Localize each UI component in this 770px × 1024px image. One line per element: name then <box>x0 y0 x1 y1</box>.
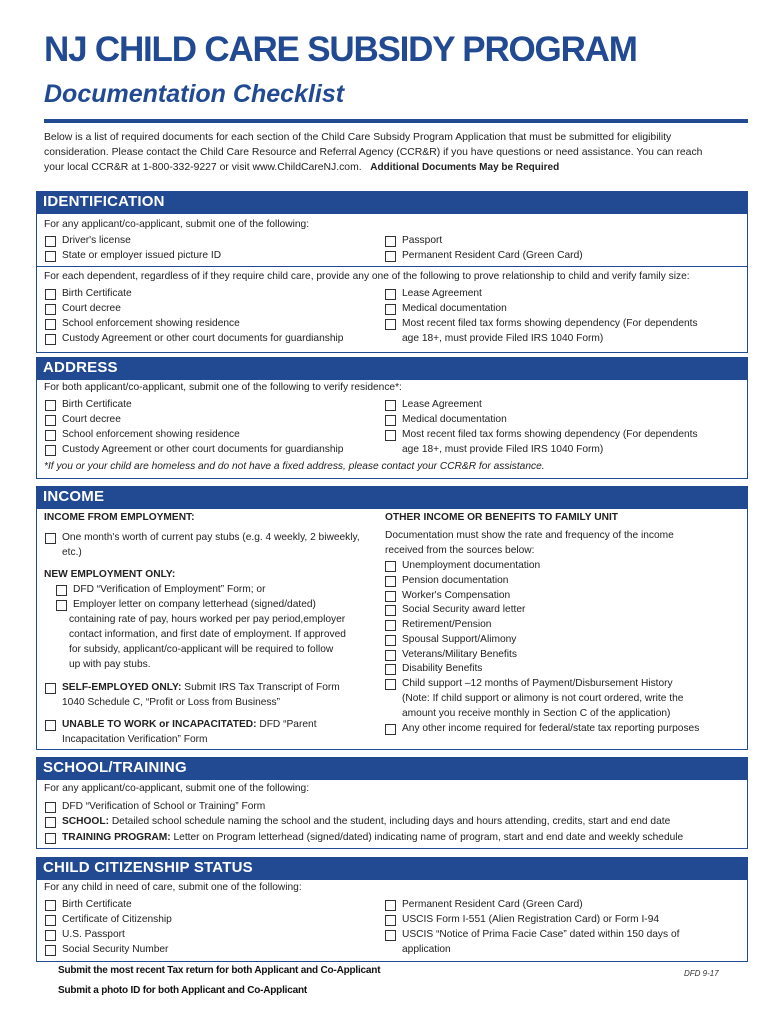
income-paystubs-continued: etc.) <box>62 547 82 558</box>
id-state-id-item[interactable]: State or employer issued picture ID <box>45 249 204 264</box>
cit-us-passport-item[interactable]: U.S. Passport <box>45 928 108 943</box>
income-other-item[interactable]: Social Security award letter <box>385 603 508 618</box>
addr-custody-agreement-item[interactable]: Custody Agreement or other court documents for guardianship <box>45 443 326 458</box>
addr-medical-doc-item[interactable]: Medical documentation <box>385 413 490 428</box>
section-income-heading: INCOME <box>36 486 748 508</box>
intro-line-1: Below is a list of required documents for each section of the Child Care Subsidy Program Application that must be submitted for eligibility <box>44 132 672 143</box>
id-green-card-item[interactable]: Permanent Resident Card (Green Card) <box>385 249 566 264</box>
income-new-emp-desc-3: for subsidy, applicant/co-applicant will be required to follow <box>69 644 334 655</box>
form-code: DFD 9-17 <box>684 969 719 978</box>
id-drivers-license-item[interactable]: Driver's license <box>45 234 114 249</box>
footer-photo-id-note: Submit a photo ID for both Applicant and Co-Applicant <box>58 985 308 996</box>
checkbox[interactable] <box>45 430 56 441</box>
income-new-emp-letter-item[interactable]: Employer letter on company letterhead (signed/dated) <box>56 598 299 613</box>
section-citizenship-heading: CHILD CITIZENSHIP STATUS <box>36 857 748 879</box>
checkbox[interactable] <box>385 561 396 572</box>
checkbox[interactable] <box>45 817 56 828</box>
dep-tax-forms-item[interactable]: Most recent filed tax forms showing dependency (For dependents <box>385 317 681 332</box>
income-other-intro-1: Documentation must show the rate and frequency of the income <box>385 530 674 541</box>
address-homeless-note: *If you or your child are homeless and do not have a fixed address, please contact your CCR&R for assistance. <box>44 461 545 472</box>
income-other-item[interactable]: Disability Benefits <box>385 662 465 677</box>
checkbox[interactable] <box>385 724 396 735</box>
intro-note: Additional Documents May be Required <box>370 162 560 173</box>
income-other-intro-2: received from the sources below: <box>385 545 535 556</box>
checkbox[interactable] <box>385 576 396 587</box>
income-employment-heading: INCOME FROM EMPLOYMENT: <box>44 512 195 523</box>
income-other-item[interactable]: Spousal Support/Alimony <box>385 633 499 648</box>
checkbox[interactable] <box>385 664 396 675</box>
dep-tax-forms-continued: age 18+, must provide Filed IRS 1040 Form) <box>402 333 604 344</box>
checkbox[interactable] <box>385 620 396 631</box>
divider <box>37 266 747 267</box>
identification-applicant-prompt: For any applicant/co-applicant, submit one of the following: <box>44 219 310 230</box>
dep-medical-doc-item[interactable]: Medical documentation <box>385 302 490 317</box>
checkbox[interactable] <box>45 930 56 941</box>
dep-lease-agreement-item[interactable]: Lease Agreement <box>385 287 465 302</box>
school-training-program-item[interactable]: TRAINING PROGRAM: Letter on Program letterhead (signed/dated) indicating name of program, start and end date and weekly schedule <box>45 831 666 846</box>
checkbox[interactable] <box>45 720 56 731</box>
addr-court-decree-item[interactable]: Court decree <box>45 413 104 428</box>
checkbox[interactable] <box>385 304 396 315</box>
cit-green-card-item[interactable]: Permanent Resident Card (Green Card) <box>385 898 566 913</box>
income-unable-continued: Incapacitation Verification” Form <box>62 734 208 745</box>
checkbox[interactable] <box>45 236 56 247</box>
checkbox[interactable] <box>385 650 396 661</box>
checkbox[interactable] <box>385 900 396 911</box>
checkbox[interactable] <box>56 585 67 596</box>
cit-ssn-item[interactable]: Social Security Number <box>45 943 151 958</box>
checkbox[interactable] <box>385 591 396 602</box>
checkbox[interactable] <box>45 251 56 262</box>
checkbox[interactable] <box>385 251 396 262</box>
section-school-heading: SCHOOL/TRAINING <box>36 757 748 779</box>
income-paystubs-item[interactable]: One month's worth of current pay stubs (e.g. 4 weekly, 2 biweekly, <box>45 531 343 546</box>
intro-line-3: your local CCR&R at 1-800-332-9227 or visit www.ChildCareNJ.com. <box>44 162 362 173</box>
checkbox[interactable] <box>385 679 396 690</box>
checkbox[interactable] <box>45 400 56 411</box>
checkbox[interactable] <box>56 600 67 611</box>
income-other-item[interactable]: Worker's Compensation <box>385 589 493 604</box>
checkbox[interactable] <box>385 635 396 646</box>
income-other-item[interactable]: Retirement/Pension <box>385 618 474 633</box>
checkbox[interactable] <box>45 415 56 426</box>
title-rule <box>44 119 748 123</box>
dep-birth-certificate-item[interactable]: Birth Certificate <box>45 287 115 302</box>
dep-court-decree-item[interactable]: Court decree <box>45 302 104 317</box>
addr-tax-forms-continued: age 18+, must provide Filed IRS 1040 Form) <box>402 444 604 455</box>
checkbox[interactable] <box>45 945 56 956</box>
cit-birth-certificate-item[interactable]: Birth Certificate <box>45 898 115 913</box>
footer-tax-return-note: Submit the most recent Tax return for both Applicant and Co-Applicant <box>58 965 381 976</box>
addr-tax-forms-item[interactable]: Most recent filed tax forms showing dependency (For dependents <box>385 428 681 443</box>
checkbox[interactable] <box>385 236 396 247</box>
citizenship-prompt: For any child in need of care, submit one of the following: <box>44 882 302 893</box>
checkbox[interactable] <box>45 319 56 330</box>
section-address-heading: ADDRESS <box>36 357 748 379</box>
income-other-item[interactable]: Veterans/Military Benefits <box>385 648 500 663</box>
income-other-item[interactable]: Unemployment documentation <box>385 559 523 574</box>
cit-certificate-citizenship-item[interactable]: Certificate of Citizenship <box>45 913 155 928</box>
school-dfd-form-item[interactable]: DFD “Verification of School or Training” Form <box>45 800 248 815</box>
income-new-emp-desc-4: up with pay stubs. <box>69 659 151 670</box>
checkbox[interactable] <box>45 833 56 844</box>
school-schedule-item[interactable]: SCHOOL: Detailed school schedule naming the school and the student, including days and hours attending, credits, start and end date <box>45 815 653 830</box>
income-unable-to-work-item[interactable]: UNABLE TO WORK or INCAPACITATED: DFD “Parent <box>45 718 300 733</box>
income-child-support-note-2: amount you receive monthly in Section C of the application) <box>402 708 671 719</box>
addr-school-enforcement-item[interactable]: School enforcement showing residence <box>45 428 223 443</box>
checkbox[interactable] <box>385 289 396 300</box>
checkbox[interactable] <box>45 289 56 300</box>
id-passport-item[interactable]: Passport <box>385 234 425 249</box>
dep-school-enforcement-item[interactable]: School enforcement showing residence <box>45 317 223 332</box>
income-new-emp-dfd-form-item[interactable]: DFD “Verification of Employment” Form; or <box>56 583 248 598</box>
section-identification-heading: IDENTIFICATION <box>36 191 748 213</box>
checkbox[interactable] <box>45 915 56 926</box>
checkbox[interactable] <box>385 930 396 941</box>
income-child-support-note-1: (Note: If child support or alimony is not court ordered, write the <box>402 693 684 704</box>
addr-lease-agreement-item[interactable]: Lease Agreement <box>385 398 465 413</box>
identification-dependent-prompt: For each dependent, regardless of if they require child care, provide any one of the following to prove relationship to child and verify family size: <box>44 271 690 282</box>
checkbox[interactable] <box>385 915 396 926</box>
page-title: NJ CHILD CARE SUBSIDY PROGRAM <box>44 30 637 69</box>
income-other-item[interactable]: Pension documentation <box>385 574 491 589</box>
checkbox[interactable] <box>385 415 396 426</box>
income-other-heading: OTHER INCOME OR BENEFITS TO FAMILY UNIT <box>385 512 619 523</box>
checkbox[interactable] <box>45 900 56 911</box>
address-prompt: For both applicant/co-applicant, submit one of the following to verify residence*: <box>44 382 402 393</box>
cit-uscis-notice-continued: application <box>402 944 451 955</box>
checkbox[interactable] <box>385 430 396 441</box>
addr-birth-certificate-item[interactable]: Birth Certificate <box>45 398 115 413</box>
income-new-emp-desc-2: contact information, and first date of employment. If approved <box>69 629 346 640</box>
cit-uscis-i551-item[interactable]: USCIS Form I-551 (Alien Registration Card) or Form I-94 <box>385 913 642 928</box>
checkbox[interactable] <box>45 533 56 544</box>
page-subtitle: Documentation Checklist <box>44 80 345 108</box>
checkbox[interactable] <box>45 683 56 694</box>
income-new-emp-desc-1: containing rate of pay, hours worked per pay period,employer <box>69 614 346 625</box>
checkbox[interactable] <box>45 304 56 315</box>
income-other-tax-reporting-item[interactable]: Any other income required for federal/state tax reporting purposes <box>385 722 682 737</box>
income-self-employed-continued: 1040 Schedule C, “Profit or Loss from Business” <box>62 697 280 708</box>
intro-paragraph <box>44 130 744 175</box>
cit-uscis-notice-item[interactable]: USCIS “Notice of Prima Facie Case” dated within 150 days of <box>385 928 662 943</box>
checkbox[interactable] <box>385 319 396 330</box>
income-new-employment-heading: NEW EMPLOYMENT ONLY: <box>44 569 176 580</box>
income-other-item[interactable]: Child support –12 months of Payment/Disbursement History <box>385 677 656 692</box>
dep-custody-agreement-item[interactable]: Custody Agreement or other court documents for guardianship <box>45 332 326 347</box>
checkbox[interactable] <box>45 445 56 456</box>
checkbox[interactable] <box>385 400 396 411</box>
checkbox[interactable] <box>385 605 396 616</box>
checkbox[interactable] <box>45 334 56 345</box>
checkbox[interactable] <box>45 802 56 813</box>
income-self-employed-item[interactable]: SELF-EMPLOYED ONLY: Submit IRS Tax Transcript of Form <box>45 681 323 696</box>
school-prompt: For any applicant/co-applicant, submit one of the following: <box>44 783 310 794</box>
intro-line-2: consideration. Please contact the Child Care Resource and Referral Agency (CCR&R) if you have questions or need assistance. You can reach <box>44 147 703 158</box>
